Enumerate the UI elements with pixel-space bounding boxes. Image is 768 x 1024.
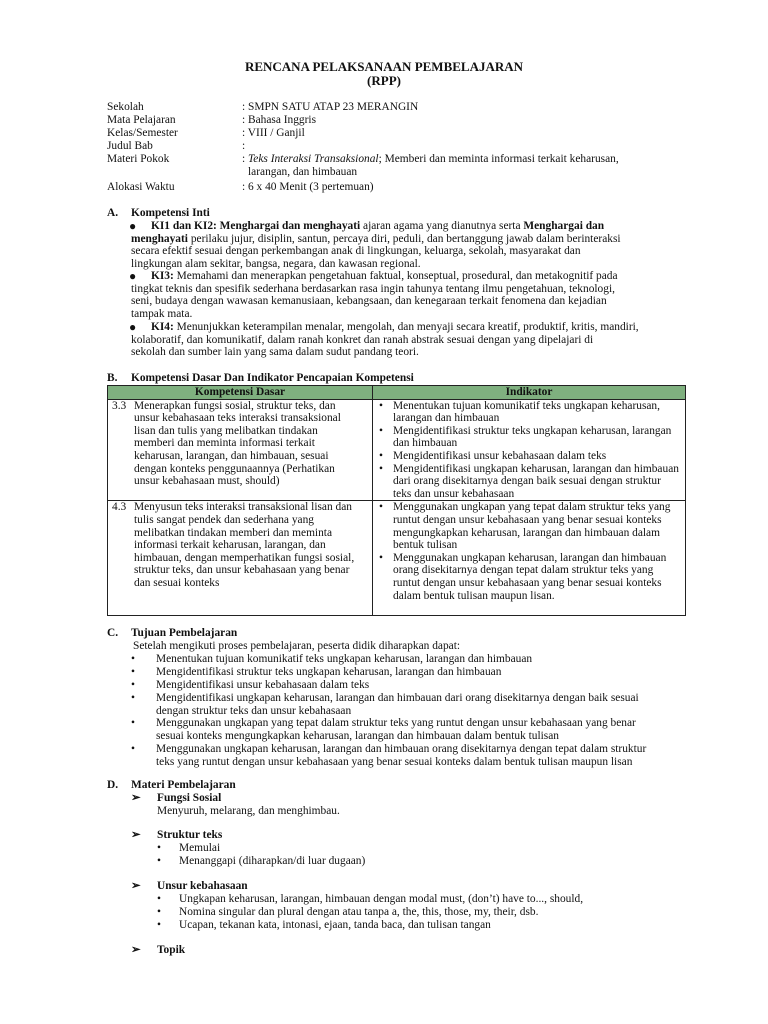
list-item: • Mengidentifikasi struktur teks ungkapan keharusan, larangan dan himbauan [377,425,681,450]
identity-value: : Bahasa Inggris [242,114,317,126]
unsur-heading [131,880,248,893]
objective-text: Mengidentifikasi struktur teks ungkapan keharusan, larangan dan himbauan [156,666,502,678]
kd-number: 4.3 [112,501,127,514]
bullet-icon: • [131,653,135,665]
ki1-line4: lingkungan alam sekitar, bangsa, negara, dan kawasan regional. [131,257,421,270]
ki1-block [131,220,697,270]
unsur-item: Nomina singular dan plural dengan atau tanpa a, the, this, those, my, their, dsb. [179,906,539,918]
ki1-bold2: Menghargai dan [523,220,605,232]
bullet-icon: • [131,692,135,704]
bullet-icon: • [131,743,135,755]
identity-value: : 6 x 40 Menit (3 pertemuan) [242,181,374,193]
identity-label: Alokasi Waktu [107,181,175,193]
objective-text: Mengidentifikasi ungkapan keharusan, larangan dan himbauan dari orang disekitarnya dengan baik sesuai [156,692,639,704]
identity-value: : [242,140,246,152]
bullet-icon: • [131,717,135,729]
bullet-icon: • [131,666,135,678]
list-item [131,743,701,768]
table-row [108,501,686,616]
arrow-icon: ➢ [131,880,141,892]
bullet-icon: • [157,893,161,905]
identity-value: : SMPN SATU ATAP 23 MERANGIN [242,101,419,113]
bullet-icon: • [157,842,161,854]
list-item [157,919,697,932]
table-row [108,399,686,501]
list-item: • Mengidentifikasi ungkapan keharusan, larangan dan himbauan dari orang disekitarnya dengan baik sesuai dengan struktur teks dan unsur kebahasaan [377,463,681,501]
section-title: Kompetensi Dasar Dan Indikator Pencapaian Kompetensi [131,372,414,384]
identity-value: : Teks Interaksi Transaksional; Memberi dan meminta informasi terkait keharusan, [242,153,619,165]
objective-text-cont: teks yang runtut dengan unsur kebahasaan yang benar sesuai konteks dalam bentuk tulisan maupun lisan [156,755,633,768]
section-d-heading [107,779,236,792]
objectives-intro: Setelah mengikuti proses pembelajaran, peserta didik diharapkan dapat: [133,640,461,652]
objective-text-cont: dengan struktur teks dan unsur kebahasaan [156,704,352,717]
ki3-block [131,270,697,320]
ki3-text: Memahami dan menerapkan pengetahuan faktual, konseptual, prosedural, dan metakognitif pada [173,270,618,282]
objective-text-cont: sesuai konteks mengungkapkan keharusan, larangan dan himbauan dalam bentuk tulisan [156,729,559,742]
identity-value-italic: Teks Interaksi Transaksional [248,153,379,165]
list-item [131,717,701,742]
identity-value-rest: ; Memberi dan meminta informasi terkait keharusan, [378,153,619,165]
ki4-line1 [151,321,697,334]
ki3-line3: seni, budaya dengan wawasan kemanusiaan, kebangsaan, dan kenegaraan terkait fenomena dan kejadian [131,295,607,308]
section-title: Materi Pembelajaran [131,779,236,791]
section-c-heading [107,627,237,640]
section-title: Kompetensi Inti [131,207,210,219]
list-item [157,842,697,855]
list-item [157,906,697,919]
identity-label: Sekolah [107,101,144,113]
table-header-kd: Kompetensi Dasar [108,386,373,400]
ki4-line2: kolaboratif, dan komunikatif, dalam ranah konkret dan ranah abstrak sesuai dengan yang dipelajari di [131,333,594,346]
ki4-bold: KI4: [151,321,174,333]
ki1-line2-text: perilaku jujur, disiplin, santun, percaya diri, peduli, dan bertanggung jawab dalam berinteraksi [187,232,621,245]
list-item [157,893,697,906]
section-title: Tujuan Pembelajaran [131,627,238,639]
ki3-line4: tampak mata. [131,307,193,320]
document-title: RENCANA PELAKSANAAN PEMBELAJARAN [244,59,524,74]
indicator-list [377,400,681,501]
ki3-bold: KI3: [151,270,174,282]
bullet-icon: ● [129,320,137,334]
identity-label: Materi Pokok [107,153,170,165]
indicator-list [377,501,681,602]
struktur-item: Memulai [179,842,221,854]
document-subtitle: (RPP) [367,73,401,88]
struktur-title: Struktur teks [157,829,223,841]
section-letter: B. [107,372,118,384]
kd-cell [108,501,373,616]
unsur-item: Ucapan, tekanan kata, intonasi, ejaan, tanda baca, dan tulisan tangan [179,919,491,931]
competency-table [107,385,686,616]
section-letter: C. [107,627,119,639]
fungsi-title: Fungsi Sosial [157,792,222,804]
ki1-text: ajaran agama yang dianutnya serta [360,220,524,232]
bullet-icon: ● [129,219,137,233]
bullet-icon: • [131,679,135,691]
list-item [131,653,701,666]
ki1-line2-bold: menghayati [131,232,188,245]
ki1-line3: secara efektif sesuai dengan perkembangan anak di lingkungan, keluarga, sekolah, masyarakat dan [131,245,581,258]
fungsi-heading [131,792,221,805]
list-item [131,679,701,692]
struktur-heading [131,829,222,842]
struktur-item: Menanggapi (diharapkan/di luar dugaan) [179,855,366,867]
topik-heading [131,944,185,957]
arrow-icon: ➢ [131,792,141,804]
indicator-cell [373,501,686,616]
fungsi-text: Menyuruh, melarang, dan menghimbau. [157,805,340,817]
kd-number: 3.3 [112,399,127,412]
list-item: • Menggunakan ungkapan keharusan, larangan dan himbauan orang disekitarnya dengan tepat dalam struktur teks yang runtut dengan unsur kebahasaan yang benar sesuai konteks dalam bentuk tulisan maupun lisan. [377,552,681,602]
ki1-bold: KI1 dan KI2: Menghargai dan menghayati [151,220,361,232]
table-header-indicator: Indikator [373,386,686,400]
section-b-heading [107,372,414,385]
identity-label: Mata Pelajaran [107,114,176,126]
section-letter: A. [107,207,119,219]
identity-value-line2: larangan, dan himbauan [248,166,358,178]
unsur-title: Unsur kebahasaan [157,880,248,892]
list-item: • Menentukan tujuan komunikatif teks ungkapan keharusan, larangan dan himbauan [377,400,681,425]
list-item [131,692,701,717]
bullet-icon: • [157,855,161,867]
ki3-line2: tingkat teknis dan spesifik sederhana berdasarkan rasa ingin tahunya tentang ilmu pengetahuan, teknologi, [131,282,615,295]
indicator-cell [373,399,686,501]
ki4-block [131,321,697,359]
table-header-row [108,386,686,400]
list-item [131,666,701,679]
kd-text: Menyusun teks interaksi transaksional lisan dan tulis sangat pendek dan sederhana yang melibatkan tindakan memberi dan meminta informasi terkait keharusan, larangan, dan himbauan, dengan memperhatikan fungsi sosial, struktur teks, dan unsur kebahasaan yang benar dan sesuai konteks [134,501,355,589]
list-item: • Mengidentifikasi unsur kebahasaan dalam teks [377,450,681,463]
identity-value: : VIII / Ganjil [242,127,305,139]
ki4-text: Menunjukkan keterampilan menalar, mengolah, dan menyaji secara kreatif, produktif, kritis, mandiri, [173,321,639,333]
kd-cell [108,399,373,501]
bullet-icon: • [157,919,161,931]
objective-text: Menentukan tujuan komunikatif teks ungkapan keharusan, larangan dan himbauan [156,653,533,665]
ki1-line2 [131,233,697,246]
arrow-icon: ➢ [131,944,141,956]
section-a-heading [107,207,210,220]
ki3-line1 [151,270,697,283]
objective-text: Menggunakan ungkapan keharusan, larangan dan himbauan orang disekitarnya dengan tepat dalam struktur [156,743,647,755]
bullet-icon: ● [129,269,137,283]
identity-label: Kelas/Semester [107,127,178,139]
objective-text: Mengidentifikasi unsur kebahasaan dalam teks [156,679,370,691]
topik-title: Topik [157,944,186,956]
bullet-icon: • [157,906,161,918]
section-letter: D. [107,779,119,791]
identity-label: Judul Bab [107,140,153,152]
kd-text: Menerapkan fungsi sosial, struktur teks, dan unsur kebahasaan teks interaksi transaksional lisan dan tulis yang melibatkan tindakan memberi dan meminta informasi terkait keharusan, larangan, dan himbauan, sesuai dengan konteks penggunaannya (Perhatikan unsur kebahasaan must, should) [134,399,341,488]
ki4-line3: sekolah dan sumber lain yang sama dalam sudut pandang teori. [131,346,419,359]
list-item [157,855,697,868]
unsur-item: Ungkapan keharusan, larangan, himbauan dengan modal must, (don’t) have to..., should, [179,893,584,905]
list-item: • Menggunakan ungkapan yang tepat dalam struktur teks yang runtut dengan unsur kebahasaan yang benar sesuai konteks mengungkapkan keharusan, larangan dan himbauan dalam bentuk tulisan [377,501,681,551]
arrow-icon: ➢ [131,829,141,841]
ki1-line1 [151,220,697,233]
objective-text: Menggunakan ungkapan yang tepat dalam struktur teks yang runtut dengan unsur kebahasaan yang benar [156,717,636,729]
